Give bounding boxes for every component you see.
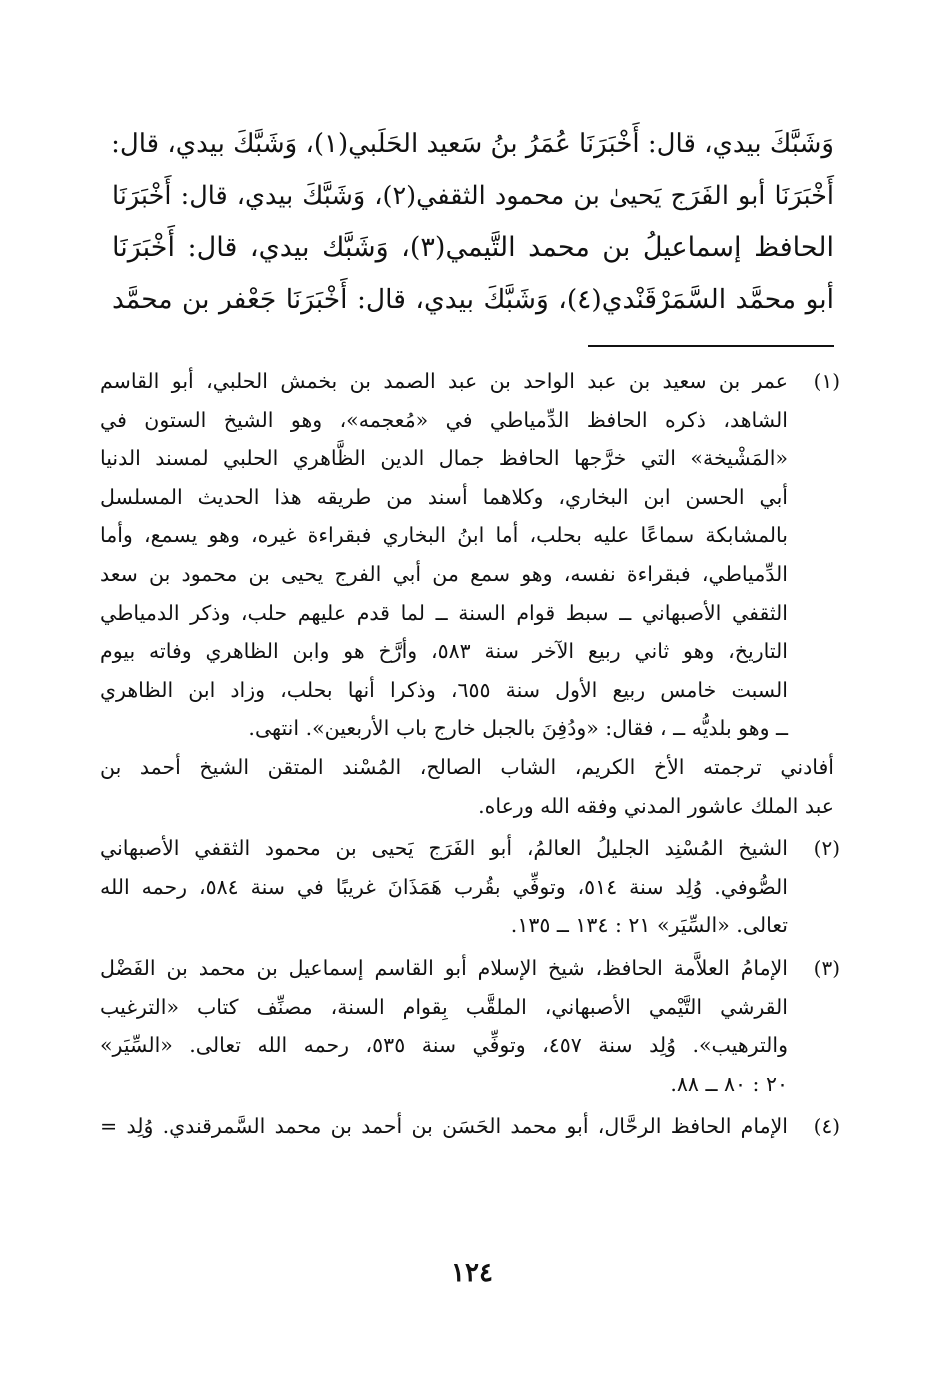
footnote-line: الثقفي الأصبهاني ــ سبط قوام السنة ــ لما قدم عليهم حلب، وذكر الدمياطي (100, 600, 788, 625)
footnote-line: أبي الحسن ابن البخاري، وكلاهما أسند من طريقه هذا الحديث المسلسل (100, 484, 788, 509)
footnote-line: الدِّمياطي، فبقراءة نفسه، وهو سمع من أبي الفرج يحيى بن محمود بن سعد (100, 561, 788, 586)
footnote-line: ــ وهو بلديُّه ــ ، فقال: «ودُفِنَ بالجبل خارج باب الأربعين». انتهى. (248, 716, 788, 741)
footnote-2 (100, 829, 840, 945)
footnote-1 (100, 362, 840, 825)
main-text-line: الحافظ إسماعيلُ بن محمد التَّيمي(٣)، وَشَبَّك بيدي، قال: أَخْبَرَنَا (112, 232, 834, 263)
main-text (112, 118, 834, 326)
footnote-body (100, 362, 834, 825)
footnote-line: عمر بن سعيد بن عبد الواحد بن عبد الصمد بن بخمش الحلبي، أبو القاسم (100, 369, 788, 393)
main-text-line: أبو محمَّد السَّمَرْقَنْدي(٤)، وَشَبَّكَ بيدي، قال: أَخْبَرَنَا جَعْفر بن محمَّد (112, 284, 834, 315)
footnote-line: والترهيب». وُلِد سنة ٤٥٧، وتوفِّي سنة ٥٣٥، رحمه الله تعالى. «السِّيَر» (100, 1033, 788, 1058)
footnote-line: السبت خامس ربيع الأول سنة ٦٥٥، وذكرا أنها بحلب، وزاد ابن الظاهري (100, 677, 788, 702)
footnote-line: القرشي التَّيْمي الأصبهاني، الملقَّب بِقوام السنة، مصنِّف كتاب «الترغيب (100, 994, 788, 1019)
footnote-line: «المَشْيخة» التي خرَّجها الحافظ جمال الدين الظَّاهري الحلبي لمسند الدنيا (100, 446, 788, 471)
footnote-number: (٤) (813, 1114, 840, 1139)
footnotes (100, 362, 840, 1146)
footnote-line: بالمشابكة سماعًا عليه بحلب، أما ابنُ البخاري فبقراءة غيره، وهو يسمع، وأما (100, 523, 788, 548)
footnote-number: (٣) (813, 955, 840, 980)
footnote-body (100, 829, 788, 945)
footnote-line: التاريخ، وهو ثاني ربيع الآخر سنة ٥٨٣، وأرَّخ هو وابن الظاهري وفاته بيوم (100, 639, 788, 664)
footnote-continuation-line: أفادني ترجمته الأخ الكريم، الشاب الصالح، المُسْند المتقن الشيخ أحمد بن (100, 754, 834, 779)
footnote-number: (٢) (813, 836, 840, 861)
footnote-line: تعالى. «السِّيَر» ٢١ : ١٣٤ ــ ١٣٥. (510, 913, 788, 938)
footnote-body (100, 1107, 788, 1146)
footnote-separator (588, 345, 834, 347)
footnote-body (100, 949, 788, 1103)
footnote-number: (١) (813, 369, 840, 393)
footnote-line: الصُّوفي. وُلِد سنة ٥١٤، وتوفِّي بقُرب هَمَذَانَ غريبًا في سنة ٥٨٤، رحمه الله (100, 874, 788, 899)
main-text-line: أَخْبَرَنَا أبو الفَرَج يَحيىٰ بن محمود الثقفي(٢)، وَشَبَّكَ بيدي، قال: أَخْبَرَنَا (112, 181, 834, 211)
footnote-4 (100, 1107, 840, 1146)
footnote-line: ٢٠ : ٨٠ ــ ٨٨. (670, 1071, 788, 1096)
footnote-line: الإمام الحافظ الرحَّال، أبو محمد الحَسَن بن أحمد بن محمد السَّمرقندي. وُلِد = (100, 1114, 788, 1139)
footnote-3 (100, 949, 840, 1103)
footnote-line: الإمامُ العلاَّمة الحافظ، شيخ الإسلام أبو القاسم إسماعيل بن محمد بن الفَضْل (100, 955, 788, 980)
page-number: ١٢٤ (451, 1258, 493, 1288)
footnote-line: الشاهد، ذكره الحافظ الدِّمياطي في «مُعجمه»، وهو الشيخ الستون في (100, 407, 788, 432)
footnote-line: الشيخ المُسْنِد الجليلُ العالمُ، أبو الفَرَج يَحيى بن محمود الثقفي الأصبهاني (100, 836, 788, 861)
footnote-continuation-line: عبد الملك عاشور المدني وفقه الله ورعاه. (478, 793, 834, 818)
main-text-line: وَشَبَّكَ بيدي، قال: أَخْبَرَنَا عُمَرُ بنُ سَعيد الحَلَبي(١)، وَشَبَّكَ بيدي، قال: (111, 129, 834, 159)
